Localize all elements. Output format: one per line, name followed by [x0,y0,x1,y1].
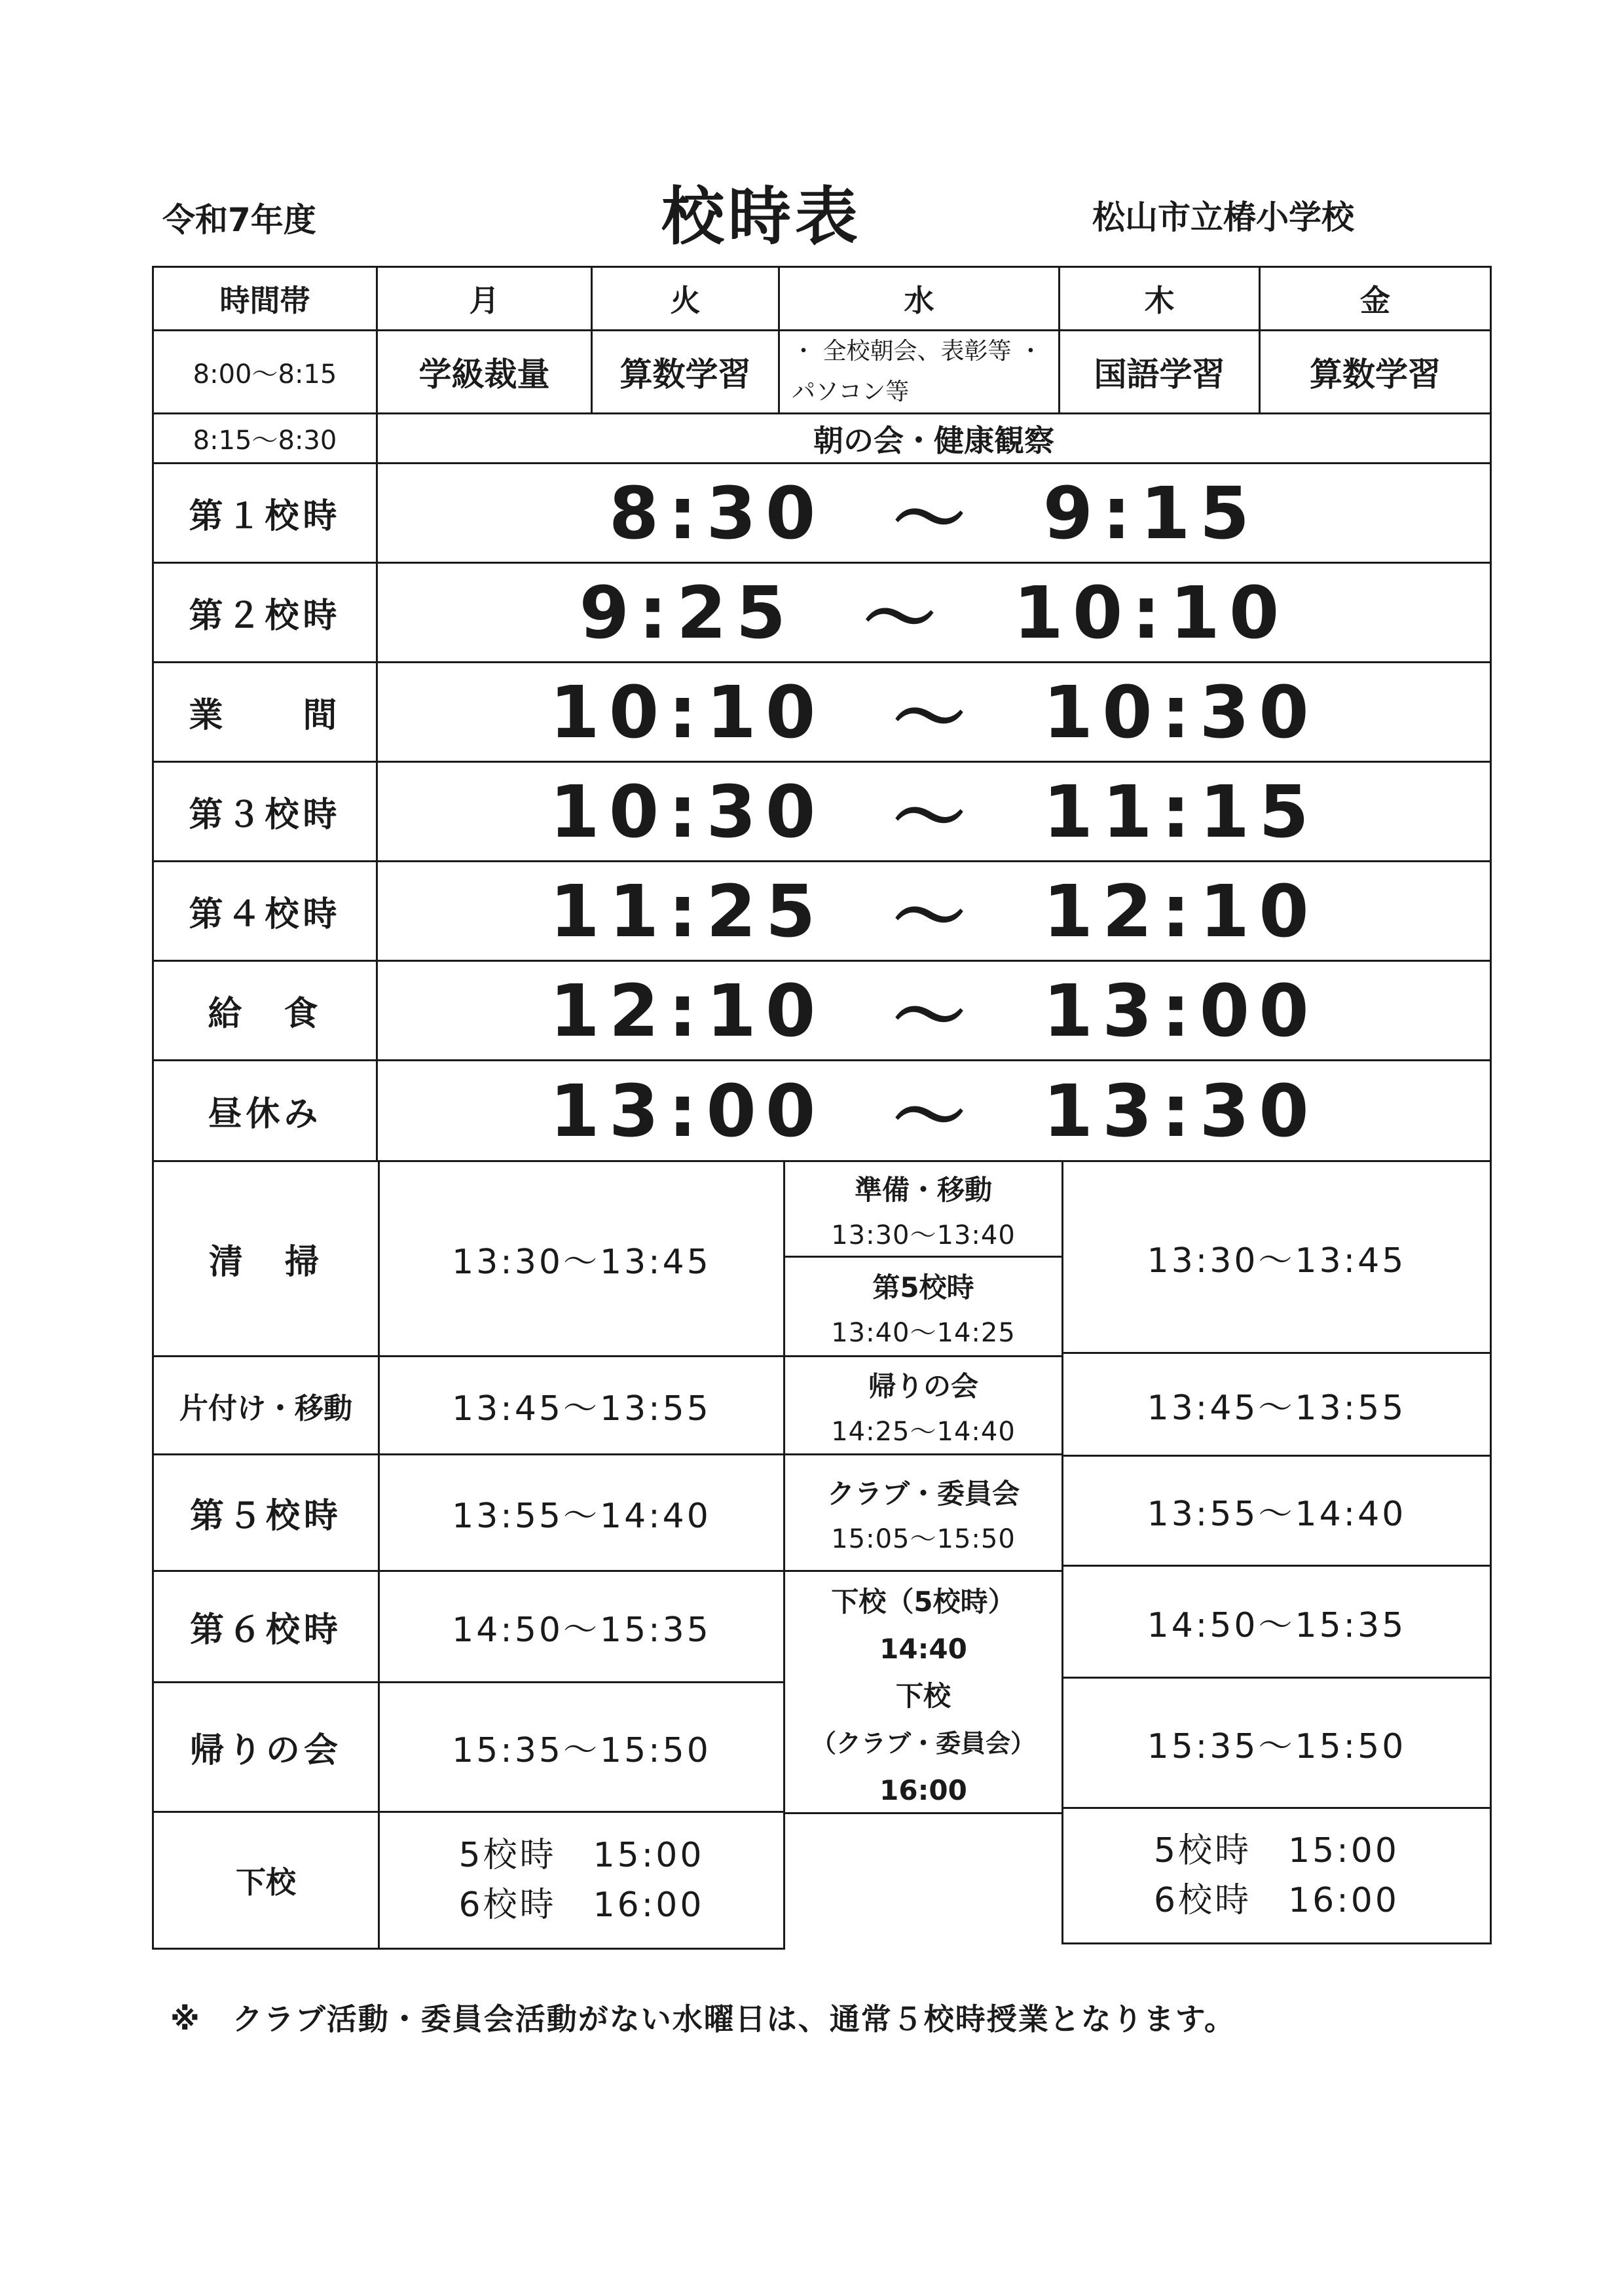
wed-p5: 第5校時 13:40〜14:25 [831,1271,1016,1348]
col-header-mon: 月 [469,283,500,318]
col-header-fri: 金 [1360,283,1390,318]
p6-label: 第６校時 [189,1611,342,1650]
col-header-time: 時間帯 [219,283,310,318]
period-label: 昼休み [208,1095,322,1134]
page-title: 校時表 [661,180,862,253]
period-time: 8:30 〜 9:15 [608,471,1259,561]
period-label: 第２校時 [189,596,341,636]
return-label: 帰りの会 [189,1731,342,1770]
period-time: 10:30 〜 11:15 [549,769,1318,860]
period-label: 第１校時 [189,497,341,536]
tidy-label: 片付け・移動 [179,1391,352,1425]
row1-fri: 算数学習 [1310,355,1441,393]
p5-label: 第５校時 [189,1497,342,1536]
leave-mon-tue: 5校時 15:00 6校時 16:00 [458,1836,705,1925]
period-time: 9:25 〜 10:10 [579,570,1289,661]
cleaning-thu-fri: 13:30〜13:45 [1147,1241,1407,1281]
row1-mon: 学級裁量 [418,355,550,393]
wed-prep: 準備・移動 13:30〜13:40 [831,1174,1016,1250]
period-time: 13:00 〜 13:30 [549,1068,1318,1159]
period-time: 10:10 〜 10:30 [549,670,1318,760]
row1-thu: 国語学習 [1094,355,1225,393]
school-name: 松山市立椿小学校 [1092,198,1354,236]
cleaning-mon-tue: 13:30〜13:45 [452,1243,711,1282]
period-label: 給 食 [208,994,322,1034]
period-label: 業 間 [189,696,341,735]
leave-label: 下校 [236,1865,296,1900]
tidy-thu-fri: 13:45〜13:55 [1147,1388,1407,1428]
return-mon-tue: 15:35〜15:50 [452,1731,711,1770]
tidy-mon-tue: 13:45〜13:55 [452,1389,711,1429]
period-label: 第４校時 [189,895,341,934]
footnote: ※ クラブ活動・委員会活動がない水曜日は、通常５校時授業となります。 [170,2001,1236,2037]
row1-wed-line1: ・ 全校朝会、表彰等 [792,338,1012,365]
col-header-tue: 火 [670,283,701,318]
wed-return: 帰りの会 14:25〜14:40 [831,1370,1016,1447]
p6-thu-fri: 14:50〜15:35 [1147,1605,1407,1645]
row2-activity: 朝の会・健康観察 [813,422,1054,458]
period-time: 12:10 〜 13:00 [549,968,1318,1059]
row2-time: 8:15〜8:30 [193,426,337,456]
cleaning-label: 清 掃 [208,1243,323,1282]
p6-mon-tue: 14:50〜15:35 [452,1611,711,1650]
row1-time: 8:00〜8:15 [193,359,337,390]
fiscal-year: 令和7年度 [162,201,316,239]
period-label: 第３校時 [189,795,341,835]
period-time: 11:25 〜 12:10 [549,869,1318,959]
row1-wed [780,331,1058,412]
return-thu-fri: 15:35〜15:50 [1147,1726,1407,1766]
row1-wed-line2: ・ パソコン等 [792,338,1043,405]
p5-mon-tue: 13:55〜14:40 [452,1497,711,1536]
col-header-wed: 水 [904,283,934,318]
p5-thu-fri: 13:55〜14:40 [1147,1495,1407,1534]
row1-tue: 算数学習 [619,355,751,393]
wed-leave: 下校（5校時） 14:40 下校 （クラブ・委員会） 16:00 [811,1586,1035,1806]
wed-club: クラブ・委員会 15:05〜15:50 [826,1478,1020,1554]
col-header-thu: 木 [1144,283,1175,318]
leave-thu-fri: 5校時 15:00 6校時 16:00 [1154,1831,1399,1920]
